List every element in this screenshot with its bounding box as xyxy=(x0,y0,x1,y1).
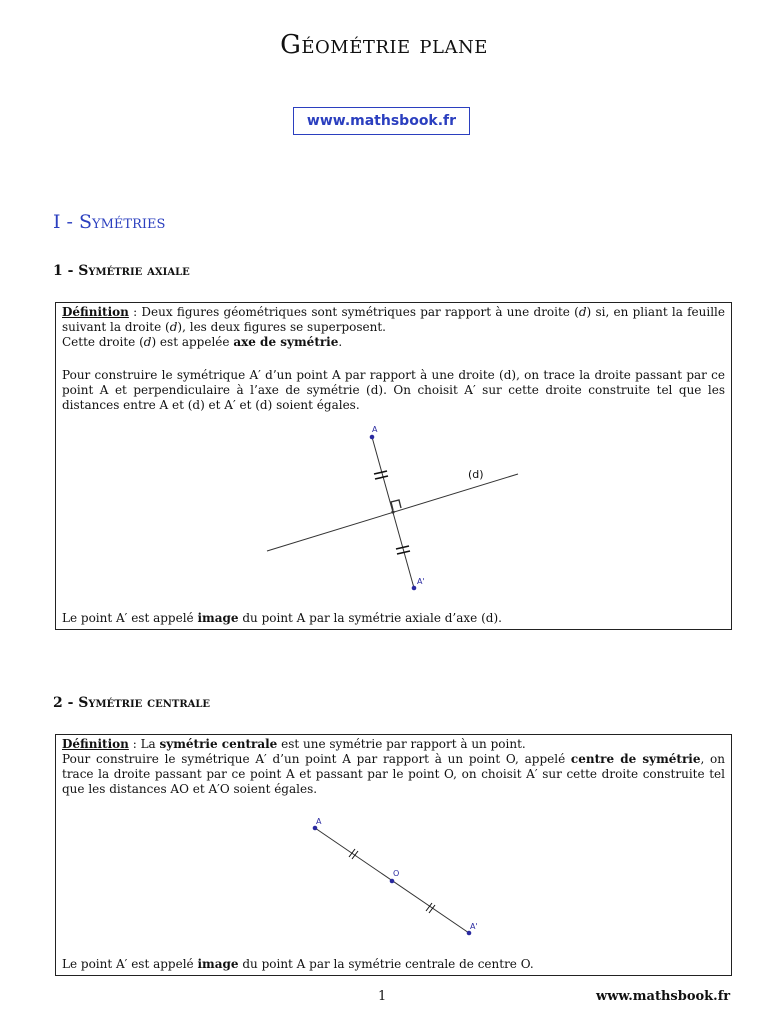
right-angle-marker xyxy=(391,500,401,510)
point-a xyxy=(370,435,375,440)
axe-label: axe de symétrie xyxy=(233,335,339,349)
image-word: image xyxy=(197,957,239,971)
point-a xyxy=(313,826,318,831)
equal-tick xyxy=(374,471,387,474)
construction-paragraph: Pour construire le symétrique A′ d’un point A par rapport à un point O, appelé centre de symétrie, on trace la droite passant par ce point A et passant par le point O, on choisit A′ sur cette droite construite tel que les distances AO et A′O soient égales. xyxy=(62,752,725,796)
point-o xyxy=(390,879,395,884)
definition-label: Définition xyxy=(62,305,129,319)
definition-label: Définition xyxy=(62,737,129,751)
axial-symmetry-figure xyxy=(56,303,731,629)
conclusion-text: Le point A′ est appelé image du point A par la symétrie centrale de centre O. xyxy=(62,957,534,971)
definition-box-centrale xyxy=(55,734,732,976)
centre-label: centre de symétrie xyxy=(570,752,701,766)
label-d: (d) xyxy=(468,468,484,481)
page-number: 1 xyxy=(378,989,387,1004)
construction-paragraph: Pour construire le symétrique A′ d’un point A par rapport à une droite (d), on trace la droite passant par ce point A et perpendiculaire à l’axe de symétrie (d). On choisit A′ sur cette droite construite tel que les distances entre A et (d) et A′ et (d) soient égales. xyxy=(62,368,725,412)
section-title: I - Symétries xyxy=(53,211,166,233)
conclusion-text: Le point A′ est appelé image du point A par la symétrie axiale d’axe (d). xyxy=(62,611,502,625)
label-a: A xyxy=(372,425,378,434)
label-a-prime: A' xyxy=(417,577,425,586)
site-link-button[interactable]: www.mathsbook.fr xyxy=(293,107,470,135)
definition-paragraph: Définition : La symétrie centrale est une symétrie par rapport à un point. xyxy=(62,737,526,751)
definition-box-axiale xyxy=(55,302,732,630)
label-a-prime: A' xyxy=(470,922,478,931)
footer-site-link[interactable]: www.mathsbook.fr xyxy=(596,989,731,1004)
page-title: Géométrie plane xyxy=(280,30,488,60)
label-a: A xyxy=(316,817,322,826)
definition-paragraph: Définition : Deux figures géométriques sont symétriques par rapport à une droite (d) si, en pliant la feuille suivant la droite (d), les deux figures se superposent. Cette droite (d) est appelée axe de symétrie. xyxy=(62,305,725,349)
central-symmetry-figure xyxy=(56,735,731,975)
subsection-title-centrale: 2 - Symétrie centrale xyxy=(53,695,211,711)
intersection-point xyxy=(391,510,394,513)
label-o: O xyxy=(393,869,400,878)
point-a-prime xyxy=(467,931,472,936)
image-word: image xyxy=(197,611,239,625)
sym-centrale-term: symétrie centrale xyxy=(159,737,278,751)
subsection-title-axiale: 1 - Symétrie axiale xyxy=(53,263,190,279)
equal-tick xyxy=(375,476,388,479)
point-a-prime xyxy=(412,586,417,591)
